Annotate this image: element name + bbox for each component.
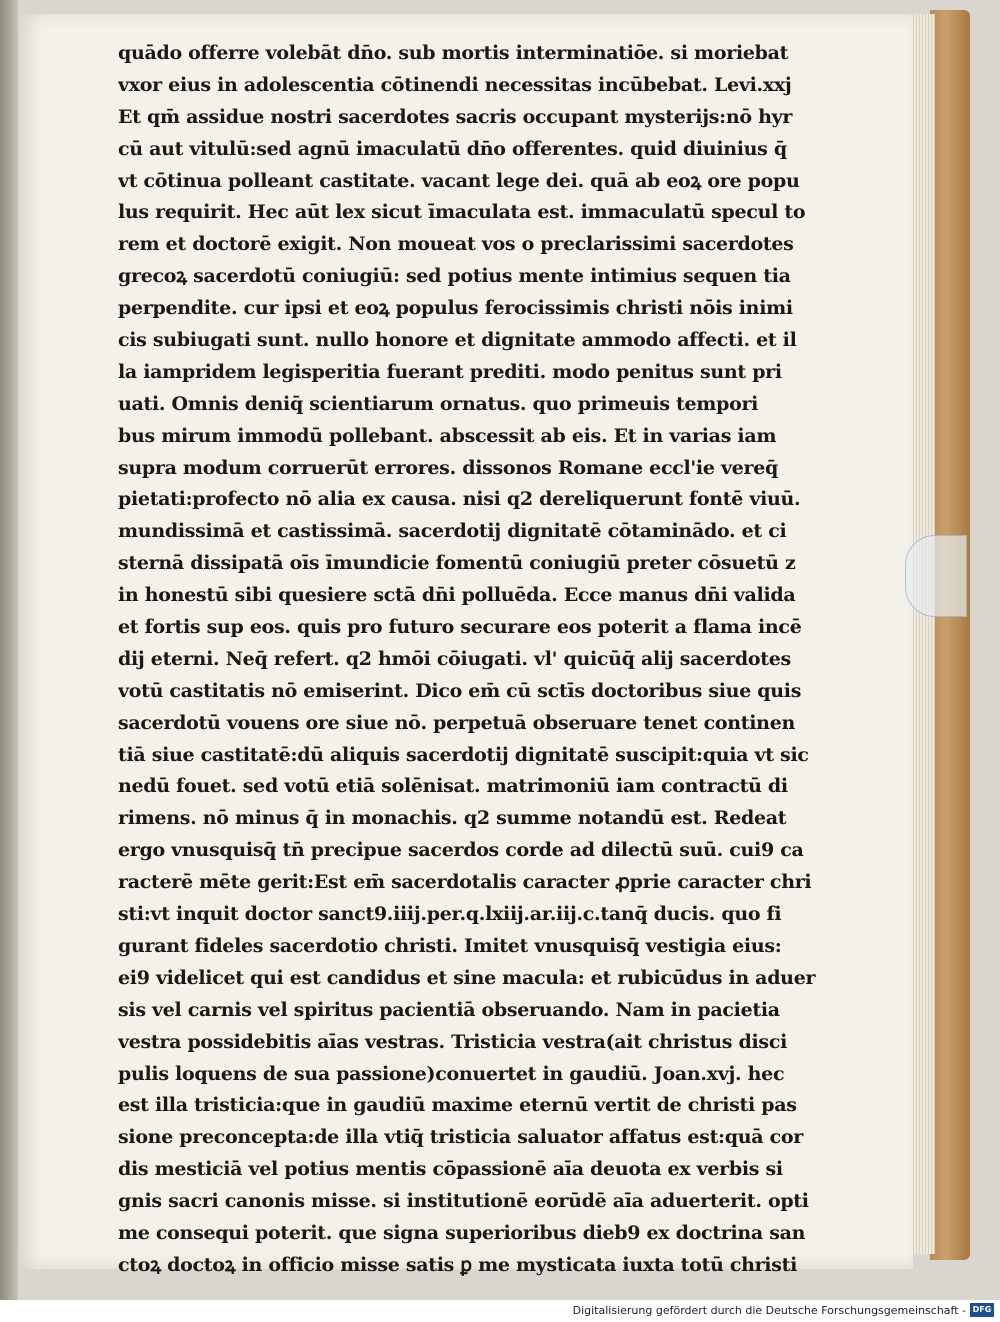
text-line: in honestū sibi quesiere sctā dn̄i polluēda. Ecce manus dn̄i valida bbox=[118, 584, 796, 607]
text-line: est illa tristicia:que in gaudiū maxime eternū vertit de christi pas bbox=[118, 1094, 797, 1117]
text-line: gurant fideles sacerdotio christi. Imitet vnusquisq̄ vestigia eius: bbox=[118, 934, 782, 957]
page-text bbox=[118, 38, 883, 1282]
text-line: dis mesticiā vel potius mentis cōpassionē aīa deuota ex verbis si bbox=[118, 1158, 783, 1181]
binding-shadow bbox=[0, 0, 18, 1300]
text-line: vxor eius in adolescentia cōtinendi necessitas incūbebat. Levi.xxj bbox=[118, 73, 792, 96]
text-line: sis vel carnis vel spiritus pacientiā obseruando. Nam in pacietia bbox=[118, 998, 780, 1021]
text-line: quādo offerre volebāt dn̄o. sub mortis interminatiōe. si moriebat bbox=[118, 42, 789, 64]
text-line: ergo vnusquisq̄ tn̄ precipue sacerdos corde ad dilectū suū. cui9 ca bbox=[118, 839, 804, 862]
text-line: vestra possidebitis aīas vestras. Tristicia vestra(ait christus disci bbox=[118, 1030, 788, 1053]
text-line: gnis sacri canonis misse. si institutionē eorūdē aīa aduerterit. opti bbox=[118, 1190, 809, 1213]
text-line: lus requirit. Hec aūt lex sicut īmaculata est. immaculatū specul to bbox=[118, 201, 806, 224]
text-line: perpendite. cur ipsi et eoꝝ populus ferocissimis christi nōis inimi bbox=[118, 297, 793, 320]
footer bbox=[0, 1300, 1000, 1322]
text-line: pulis loquens de sua passione)conuertet in gaudiū. Joan.xvj. hec bbox=[118, 1062, 785, 1085]
text-line: ei9 videlicet qui est candidus et sine macula: et rubicūdus in aduer bbox=[118, 966, 816, 989]
text-line: rem et doctorē exigit. Non moueat vos o preclarissimi sacerdotes bbox=[118, 233, 794, 256]
text-line: et fortis sup eos. quis pro futuro securare eos poterit a flama incē bbox=[118, 616, 802, 639]
text-line: racterē mēte gerit:Est em̄ sacerdotalis caracter ꝓprie caracter chri bbox=[118, 871, 812, 894]
funding-note: Digitalisierung gefördert durch die Deutsche Forschungsgemeinschaft - bbox=[572, 1304, 966, 1317]
text-line: mundissimā et castissimā. sacerdotij dignitatē cōtaminādo. et ci bbox=[118, 520, 787, 543]
text-line: grecoꝝ sacerdotū coniugiū: sed potius mente intimius sequen tia bbox=[118, 265, 791, 288]
text-line: tiā siue castitatē:dū aliquis sacerdotij dignitatē suscipit:quia vt sic bbox=[118, 743, 809, 766]
text-line: cis subiugati sunt. nullo honore et dignitate ammodo affecti. et il bbox=[118, 329, 797, 352]
text-line: sternā dissipatā oīs īmundicie fomentū coniugiū preter cōsuetū z bbox=[118, 552, 796, 575]
page-clip bbox=[905, 535, 967, 617]
text-line: Et qm̄ assidue nostri sacerdotes sacris occupant mysterijs:nō hyr bbox=[118, 105, 793, 128]
text-line: la iampridem legisperitia fuerant prediti. modo penitus sunt pri bbox=[118, 360, 782, 383]
text-line: me consequi poterit. que signa superioribus dieb9 ex doctrina san bbox=[118, 1221, 806, 1244]
text-line: vt cōtinua polleant castitate. vacant lege dei. quā ab eoꝝ ore popu bbox=[118, 169, 800, 192]
text-line: sacerdotū vouens ore siue nō. perpetuā obseruare tenet continen bbox=[118, 711, 796, 734]
text-line: supra modum corruerūt errores. dissonos Romane eccl'ie vereq̄ bbox=[118, 456, 778, 479]
text-line: sti:vt inquit doctor sanct9.iiij.per.q.lxiij.ar.iij.c.tanq̄ ducis. quo fi bbox=[118, 903, 782, 926]
text-line: sione preconcepta:de illa vtiq̄ tristicia saluator affatus est:quā cor bbox=[118, 1126, 803, 1149]
text-line: bus mirum immodū pollebant. abscessit ab eis. Et in varias iam bbox=[118, 424, 777, 447]
text-line: pietati:profecto nō alia ex causa. nisi q2 dereliquerunt fontē viuū. bbox=[118, 488, 801, 511]
dfg-logo: DFG bbox=[970, 1303, 994, 1317]
text-line: dij eterni. Neq̄ refert. q2 hmōi cōiugati. vl' quicūq̄ alij sacerdotes bbox=[118, 647, 791, 670]
text-line: ctoꝝ doctoꝝ in officio misse satis ꝑ me mysticata iuxta totū christi bbox=[118, 1253, 798, 1276]
text-line: nedū fouet. sed votū etiā solēnisat. matrimoniū iam contractū di bbox=[118, 775, 788, 798]
book-cover-edge bbox=[930, 10, 970, 1260]
text-line: uati. Omnis deniq̄ scientiarum ornatus. quo primeuis tempori bbox=[118, 392, 759, 415]
text-line: votū castitatis nō emiserint. Dico em̄ cū sctīs doctoribus siue quis bbox=[118, 679, 802, 702]
text-line: cū aut vitulū:sed agnū imaculatū dn̄o offerentes. quid diuinius q̄ bbox=[118, 137, 787, 160]
text-line: rimens. nō minus q̄ in monachis. q2 summe notandū est. Redeat bbox=[118, 807, 787, 830]
